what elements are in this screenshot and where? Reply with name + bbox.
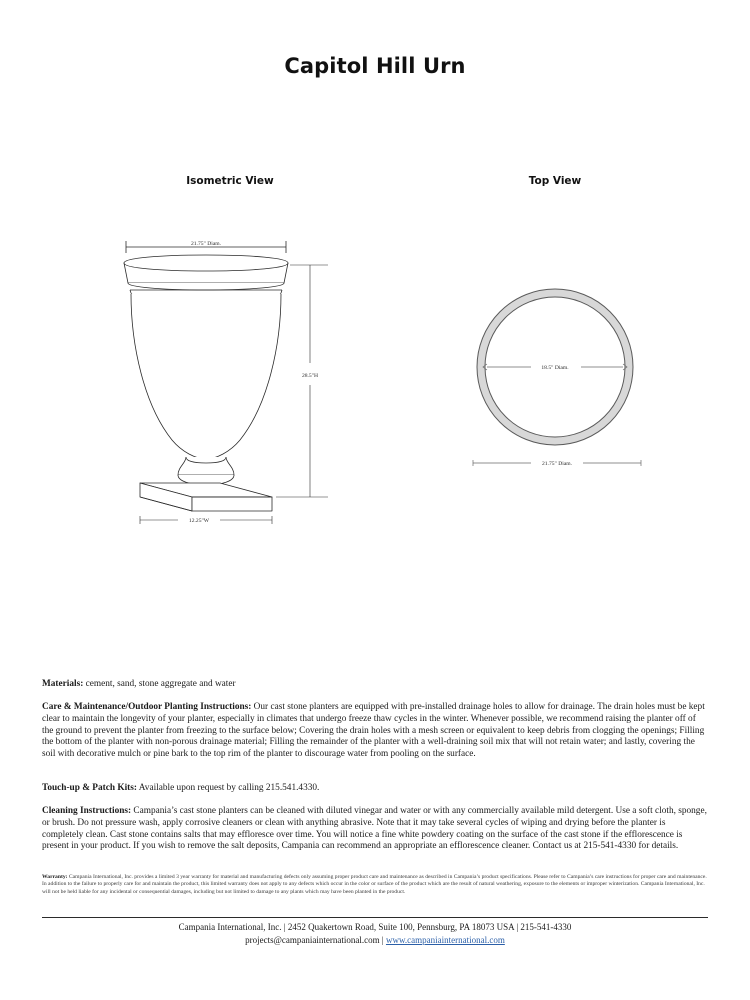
urn-foot	[178, 457, 234, 485]
touchup-heading: Touch-up & Patch Kits:	[42, 783, 137, 794]
cleaning-text: Campania’s cast stone planters can be cleaned with diluted vinegar and water or with any commercially available mild detergent. Use a soft cloth, sponge, or brush. Do not pressure wash, apply corrosive cleaners or clean with anything abrasive. Note that it may take several cycles of wiping and drying before the planter is completely clean. Cast stone contains salts that may effloresce over time. You will notice a fine white powdery coating on the surface of the cast stone if the efflorescence is present in your product. If you wish to remove the salt deposits, Campania can recommend an appropriate an efflorescence cleaner. Contact us at 215-541-4330 for details.	[42, 806, 707, 852]
footer-divider	[42, 917, 708, 918]
urn-body	[131, 294, 281, 459]
care-text: Our cast stone planters are equipped with pre-installed drainage holes to allow for drainage. The drain holes must be kept clear to maintain the longevity of your planter, especially in climates that undergo freeze thaw cycles in the winter. Whenever possible, we recommend raising the planter off of the ground to prevent the planter from freezing to the surface below; Covering the drain holes with a mesh screen or equivalent to keep debris from clogging the openings; Filling the bottom of the planter with non-porous drainage material; Filling the remainder of the planter with a well-draining soil mix that will not retain water; and lastly, covering the soil with decorative mulch or pine bark to the top rim of the planter to discourage water from pooling on the surface.	[42, 702, 705, 760]
materials-paragraph	[42, 679, 708, 691]
dimension-outer-diameter-label: 21.75" Diam.	[541, 461, 573, 467]
touchup-text: Available upon request by calling 215.541.4330.	[136, 783, 320, 794]
dimension-inner-diameter-label: 18.5" Diam.	[541, 365, 569, 371]
isometric-view-label: Isometric View	[186, 175, 274, 187]
top-view-label: Top View	[528, 175, 582, 187]
care-paragraph	[42, 702, 708, 761]
dimension-height	[276, 265, 328, 497]
warranty-paragraph	[42, 874, 708, 897]
footer	[0, 921, 750, 946]
footer-contact-line	[0, 934, 750, 947]
materials-text: cement, sand, stone aggregate and water	[83, 679, 236, 690]
footer-separator: |	[379, 934, 386, 945]
footer-address-line: Campania International, Inc. | 2452 Quakertown Road, Suite 100, Pennsburg, PA 18073 USA | 215-541-4330	[178, 922, 572, 932]
touchup-paragraph	[42, 783, 708, 795]
care-heading: Care & Maintenance/Outdoor Planting Instructions:	[42, 702, 252, 713]
warranty-heading: Warranty:	[42, 873, 68, 880]
isometric-view-drawing	[100, 235, 360, 525]
footer-website-link[interactable]: www.campaniainternational.com	[385, 934, 505, 945]
cleaning-heading: Cleaning Instructions:	[42, 806, 132, 817]
page-title: Capitol Hill Urn	[284, 54, 466, 78]
dimension-height-label: 28.5"H	[301, 373, 319, 379]
dimension-top-diameter-label: 21.75" Diam.	[190, 241, 222, 247]
top-view-drawing	[455, 275, 665, 490]
dimension-base-width-label: 12.25"W	[188, 518, 210, 524]
warranty-text: Campania International, Inc. provides a limited 3 year warranty for material and manufacturing defects only assuming proper product care and maintenance as described in Campania’s product specifications. Please refer to Campania’s care instructions for proper care and maintenance. In addition to the failure to properly care for and maintain the product, this limited warranty does not apply to any defects which occur in the color or surface of the product which are the result of natural weathering, exposure to the elements or improper winterization. Campania International, Inc. will not be held liable for any incidental or consequential damages, including but not limited to damage to any plants which may have been planted in the product.	[42, 873, 707, 895]
urn-base-plinth	[140, 483, 272, 511]
materials-heading: Materials:	[42, 679, 84, 690]
footer-email[interactable]: projects@campaniainternational.com	[245, 934, 380, 945]
urn-rim	[124, 255, 288, 300]
cleaning-paragraph	[42, 806, 708, 853]
